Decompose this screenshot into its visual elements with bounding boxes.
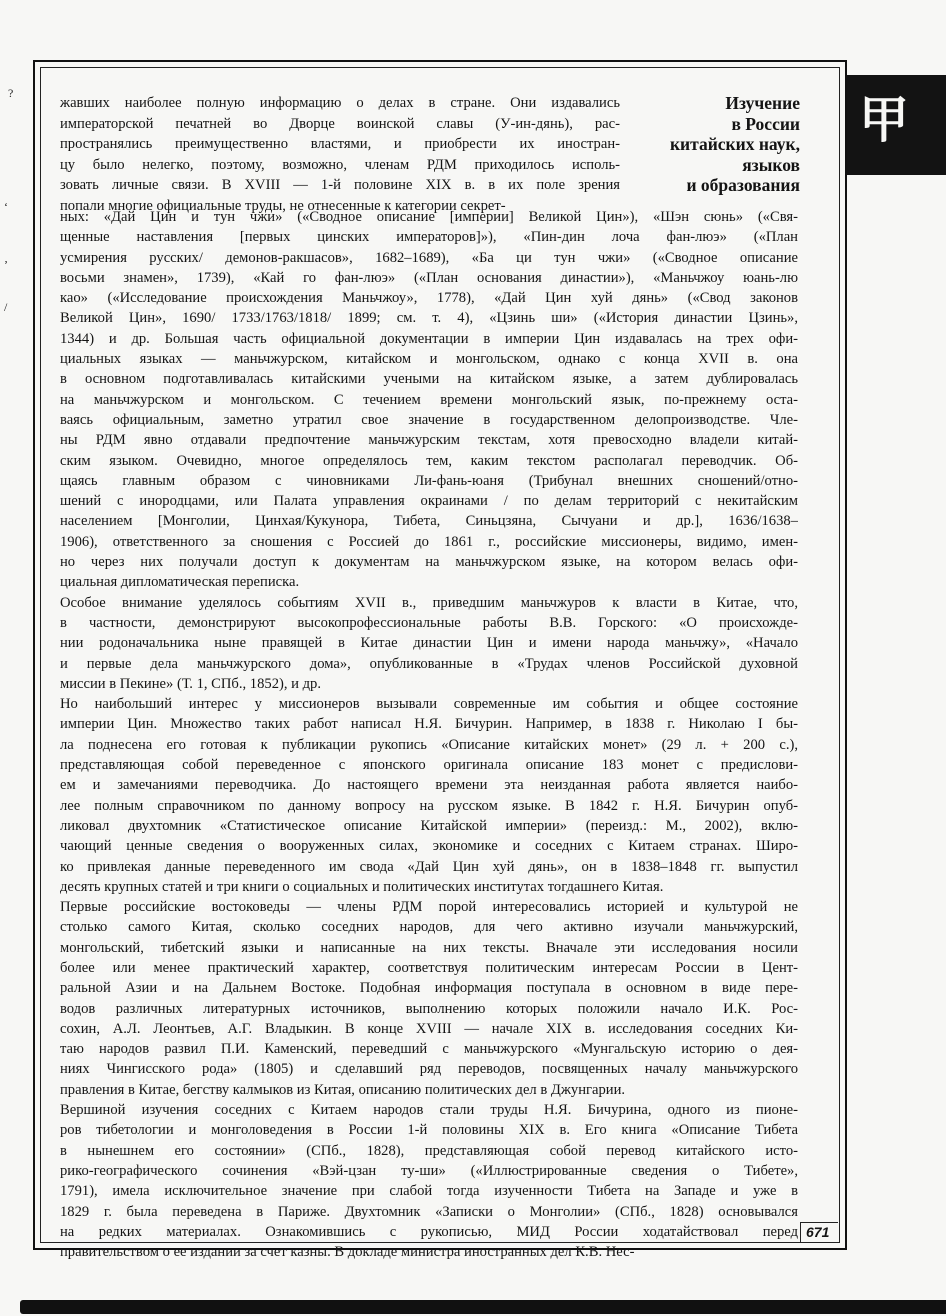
text-line: в нынешнем его состоянии» (СПб., 1828), представляющая собой перевод китайского исто- [60,1142,798,1159]
text-line: жавших наиболее полную информацию о делах в стране. Они издавались [60,95,620,111]
text-line: 1829 г. была переведена в Париже. Двухтомник «Записки о Монголии» (СПб., 1828) основывался [60,1203,798,1220]
text-line: нии родоначальника ныне правящей в Китае династии Цин и имени народа маньчжу», «Начало [60,635,798,652]
paragraph [60,897,798,1100]
margin-mark: ʻ [4,200,8,214]
text-line: сохин, А.Л. Леонтьев, А.Г. Владыкин. В конце XVIII — начале XIX в. исследования соседних Ки- [60,1020,798,1037]
text-line: населением [Монголии, Цинхая/Кукунора, Тибета, Синьцзяна, Сычуани и др.], 1636/1638– [60,513,798,530]
text-line: десять крупных статей и три книги о социальных и политических институтах тогдашнего Китая. [60,878,664,895]
text-line: монгольский, тибетский языки и написанные на них тексты. Вначале эти исследования носили [60,939,798,956]
text-line: ны РДМ явно отдавали предпочтение маньчжурским текстам, хотя превосходно владели китай- [60,432,798,449]
text-line: ем и замечаниями переводчика. До настоящего времени эта неизданная работа является наибо- [60,777,798,794]
text-line: на маньчжурском и монгольском. С течением времени монгольский язык, по-прежнему оста- [60,391,798,408]
text-line: циальная дипломатическая переписка. [60,574,300,591]
paragraph [60,1100,798,1262]
text-line: ниях Чингисского рода» (1805) и сделавший ряд переводов, посвященных началу маньчжурского [60,1061,798,1078]
section-title [638,93,800,196]
text-line: ваясь официальным, заметно утратил свое значение в государственном делопроизводстве. Чле- [60,411,798,428]
text-line: миссии в Пекине» (Т. 1, СПб., 1852), и др. [60,675,321,692]
text-line: щаясь главным образом с чиновниками Ли-фань-юаня (Трибунал внешних сношений/отно- [60,472,798,489]
text-line: на редких материалах. Ознакомившись с рукописью, МИД России ходатайствовал перед [60,1223,798,1240]
text-line: 1791), имела исключительное значение при слабой тогда изученности Тибета на Западе и уже в [60,1183,798,1200]
text-line: ных: «Дай Цин и тун чжи» («Сводное описание [империи] Великой Цин»), «Шэн сюнь» («Свя- [60,209,798,225]
text-line: ла поднесена его готовая к публикации рукопись «Описание китайских монет» (29 л. + 200 с.), [60,736,798,753]
text-line: ским языком. Очевидно, многое определялось тем, каким текстом располагал переводчик. Об- [60,452,798,469]
text-line: в основном подготавливалась китайскими учеными на китайском языке, а затем дублировалась [60,371,798,388]
margin-mark: ? [8,86,14,100]
text-line: но через них получали доступ к документам на маньчжурском языке, на котором велась офи- [60,554,798,571]
text-line: шений с инородцами, или Палата управления окраинами / по делам территорий с некитайским [60,493,798,510]
text-line: лее полным справочником по данному вопросу на русском языке. В 1842 г. Н.Я. Бичурин опуб- [60,797,798,814]
text-line: императорской печатней во Дворце воинской славы (У-ин-дянь), рас- [60,115,620,132]
text-line: ликовал двухтомник «Статистическое описание Китайской империи» (переизд.: М., 2002), вклю- [60,817,798,834]
section-tab-glyph: 甲 [859,90,909,149]
margin-mark: ʼ [4,258,8,272]
body-text [60,207,798,1262]
text-line: 1344) и др. Большая часть официальной документации в империи Цин издавалась на трех офи- [60,330,798,347]
text-line: столько самого Китая, сколько соседних народов, для чего активно изучали маньчжурский, [60,919,798,936]
text-line: Особое внимание уделялось событиям XVII в., приведшим маньчжуров к власти в Китае, что, [60,594,798,611]
section-title-line: китайских наук, [669,134,800,154]
text-line: Первые российские востоковеды — члены РДМ порой интересовались историей и культурой не [60,899,798,916]
bottom-scan-edge [20,1300,946,1314]
text-line: восьми знамен», 1739), «Кай го фан-люэ» («План основания династии»), «Маньчжоу юань-лю [60,269,798,286]
text-line: зовать личные связи. В XVIII — 1-й половине XIX в. в их поле зрения [60,177,620,193]
text-line: империи Цин. Множество таких работ написал Н.Я. Бичурин. Например, в 1838 г. Николаю I бы- [60,716,798,733]
text-line: чающий ценные сведения о вооруженных силах, экономике и соседних с Китаем странах. Широ- [60,838,798,855]
text-line: более или менее практический характер, соответствуя политическим интересам России в Цент- [60,959,798,976]
section-title-line: языков [742,154,800,175]
text-line: Великой Цин», 1690/ 1733/1763/1818/ 1899; см. т. 4), «Цзинь ши» («История династии Цзинь», [60,310,798,327]
text-line: ров тибетологии и монголоведения в России 1-й половины XIX в. Его книга «Описание Тибета [60,1122,798,1139]
text-line: в частности, демонстрируют высокопрофессиональные работы В.В. Горского: «О происхожде- [60,614,798,631]
text-line: водов различных литературных источников, выполнению которых положили начало И.К. Рос- [60,1000,798,1017]
text-line: цу было нелегко, поэтому, возможно, членам РДМ приходилось исполь- [60,156,620,173]
text-line: и первые дела маньчжурского дома», опубликованные в «Трудах членов Российской духовной [60,655,798,672]
lead-column [60,93,620,216]
text-line: усмирения русских/ демонов-ракшасов», 1682–1689), «Ба ци тун чжи» («Сводное описание [60,249,798,266]
text-line: таю народов развил П.И. Каменский, переведший с маньчжурского «Мунгальскую историю о дея- [60,1041,798,1058]
text-line: Но наибольший интерес у миссионеров вызывали современные им события и общее состояние [60,696,798,713]
paragraph [60,593,798,694]
margin-mark: / [4,300,8,314]
text-line: правления в Китае, бегству калмыков из Китая, описанию политических дел в Джунгарии. [60,1081,626,1098]
text-line: правительством о ее издании за счет казны. В докладе министра иностранных дел К.В. Нес- [60,1244,635,1261]
text-line: попали многие официальные труды, не отнесенные к категории секрет- [60,197,506,214]
text-line: ральной Азии и на Дальнем Востоке. Подобная информация поступала в основном в виде пере- [60,980,798,997]
text-line: пространялись преимущественно властями, и приобрести их иностран- [60,136,620,152]
text-line: рико-географического сочинения «Вэй-цзан ту-ши» («Иллюстрированные сведения о Тибете», [60,1162,798,1179]
paragraph [60,694,798,897]
text-line: као» («Исследование происхождения Маньчжоу», 1778), «Дай Цин хуй дянь» («Свод законов [60,290,798,307]
text-line: щенные наставления [первых цинских императоров]»), «Пин-дин лоча фан-люэ» («План [60,229,798,246]
text-line: Вершиной изучения соседних с Китаем народов стали труды Н.Я. Бичурина, одного из пионе- [60,1102,798,1119]
text-line: 1906), ответственного за сношения с Россией до 1861 г., российские миссионеры, видимо, имен- [60,533,798,550]
text-line: циальных языках — маньчжурском, китайском и монгольском, однако с конца XVII в. она [60,351,798,368]
page-number: 671 [806,1224,830,1240]
section-title-line: и образования [686,175,800,195]
paragraph [60,207,798,593]
text-line: представляющая собой переведенное с японского оригинала описание 183 монет с предислови- [60,757,798,774]
section-title-line: Изучение [725,93,800,113]
text-line: ко привлекая данные переведенного им свода «Дай Цин хуй дянь», он в 1838–1848 гг. выпустил [60,858,798,875]
section-title-line: в России [731,113,800,134]
